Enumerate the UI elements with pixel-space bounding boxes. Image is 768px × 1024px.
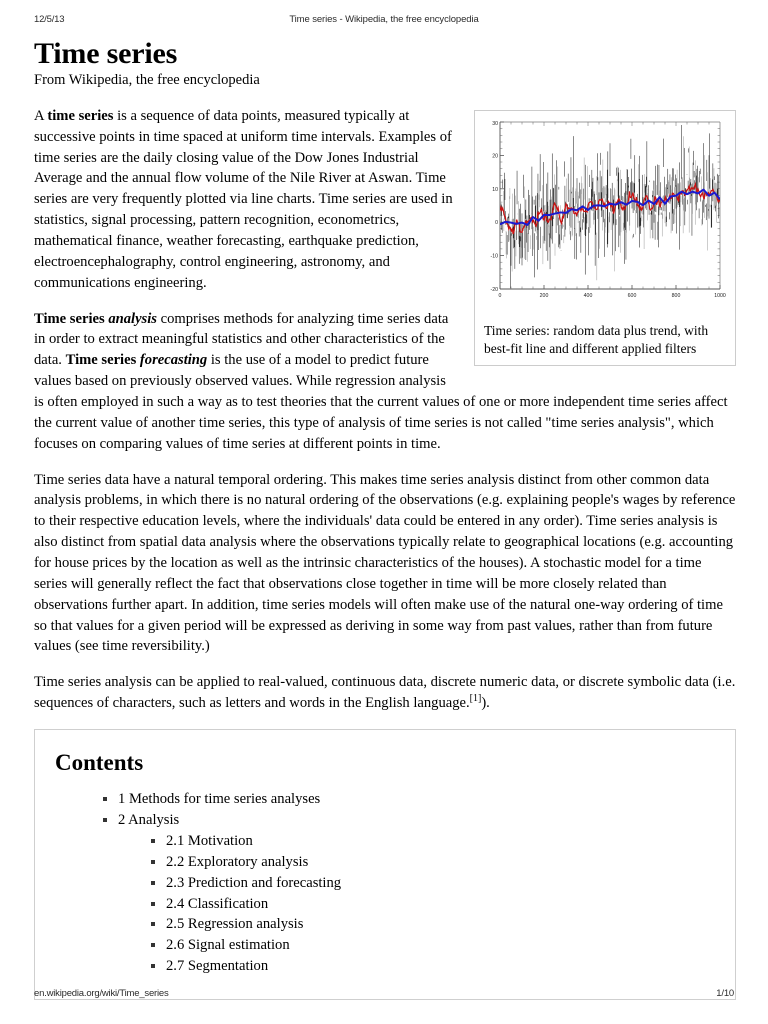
p1-bold-term: time series — [47, 107, 114, 124]
figure-thumbnail[interactable] — [474, 110, 736, 367]
toc-item-2-6[interactable] — [151, 935, 717, 956]
p2-bolditalic-analysis: analysis — [108, 310, 157, 327]
svg-text:20: 20 — [492, 153, 498, 160]
toc-item-2-7[interactable] — [151, 956, 717, 977]
p2-text-b: is the use of a model to predict future values based on previously observed values. While regression analysis is often employed in such a way as to test theories that the current values of one or more independent time series affect the current value of another time series, this type of analysis of time series is not called "time series analysis", which focuses on comparing values of time series at different points in time. — [34, 352, 728, 452]
p2-bold-2: Time series — [65, 352, 140, 369]
toc-link-analysis[interactable]: 2 Analysis — [118, 812, 180, 829]
svg-text:10: 10 — [492, 186, 498, 193]
toc-link-classification[interactable]: 2.4 Classification — [166, 895, 269, 912]
p2-text-a: comprises methods for analyzing time series data in order to extract meaningful statistics and other characteristics of the data. — [34, 310, 449, 369]
print-footer — [0, 988, 768, 1002]
page-title: Time series — [34, 37, 178, 70]
p1-text-b: is a sequence of data points, measured typically at successive points in time spaced at uniform time intervals. Examples of time series are the daily closing value of the Dow Jones Industrial Average and the annual flow volume of the Nile River at Aswan. Time series are very frequently plotted via line charts. Time series are used in statistics, signal processing, pattern recognition, econometrics, mathematical finance, weather forecasting, earthquake prediction, electroencephalography, control engineering, astronomy, and communications engineering. — [34, 107, 453, 291]
toc-link-exploratory-analysis[interactable]: 2.2 Exploratory analysis — [166, 853, 309, 870]
chart-svg — [478, 114, 732, 317]
svg-text:-20: -20 — [490, 286, 498, 293]
print-footer-url: en.wikipedia.org/wiki/Time_series — [34, 988, 169, 999]
paragraph-3: Time series data have a natural temporal ordering. This makes time series analysis distinct from other common data analysis problems, in which there is no natural ordering of the observations (e.g. explaining people's wages by reference to their respective education levels, where the individuals' data could be entered in any order). Time series analysis is also distinct from spatial data analysis where the observations typically relate to geographical locations (e.g. accounting for house prices by the location as well as the intrinsic characteristics of the houses). A stochastic model for a time series will generally reflect the fact that observations close together in time will be more closely related than observations further apart. In addition, time series models will often make use of the natural one-way ordering of time so that values for a given period will be expressed as deriving in some way from past values, rather than from future values (see time reversibility.) — [34, 471, 736, 655]
toc-item-1[interactable] — [103, 789, 717, 810]
svg-text:600: 600 — [627, 292, 637, 299]
print-header — [0, 14, 768, 28]
print-document-title: Time series - Wikipedia, the free encyclopedia — [289, 14, 479, 25]
svg-text:200: 200 — [539, 292, 549, 299]
citation-ref-1[interactable]: [1] — [469, 693, 482, 705]
time-series-chart — [478, 114, 732, 317]
paragraph-4 — [34, 672, 736, 714]
toc-item-2-5[interactable] — [151, 914, 717, 935]
toc-link-motivation[interactable]: 2.1 Motivation — [166, 833, 253, 849]
p2-bold-1: Time series — [34, 310, 109, 327]
toc-link-signal-estimation[interactable]: 2.6 Signal estimation — [166, 937, 290, 954]
toc-item-2-1[interactable] — [151, 831, 717, 852]
toc-link-methods[interactable]: 1 Methods for time series analyses — [118, 791, 321, 808]
toc-item-2-4[interactable] — [151, 894, 717, 915]
p4-text-a: Time series analysis can be applied to real-valued, continuous data, discrete numeric data, or discrete symbolic data (i.e. sequences of characters, such as letters and words in the English language. — [34, 674, 736, 712]
print-page-number: 1/10 — [716, 988, 734, 999]
print-date: 12/5/13 — [34, 14, 65, 25]
toc-item-2-3[interactable] — [151, 873, 717, 894]
toc-link-segmentation[interactable]: 2.7 Segmentation — [166, 958, 269, 975]
article-body — [34, 38, 736, 1000]
p2-bolditalic-forecasting: forecasting — [139, 352, 208, 369]
toc-item-2[interactable] — [103, 810, 717, 977]
toc-heading: Contents — [55, 749, 144, 775]
page-subtitle: From Wikipedia, the free encyclopedia — [34, 72, 260, 89]
toc-link-prediction-forecasting[interactable]: 2.3 Prediction and forecasting — [166, 874, 342, 891]
toc-item-2-2[interactable] — [151, 852, 717, 873]
p1-text-a: A — [34, 107, 48, 124]
p4-text-b: ). — [481, 695, 490, 712]
svg-text:1000: 1000 — [714, 292, 726, 299]
toc-level-2-list — [118, 831, 717, 977]
svg-text:0: 0 — [498, 292, 502, 299]
table-of-contents — [34, 729, 736, 1000]
figure-caption: Time series: random data plus trend, with best-fit line and different applied filters — [484, 322, 709, 356]
toc-link-regression-analysis[interactable]: 2.5 Regression analysis — [166, 916, 304, 933]
svg-text:400: 400 — [583, 292, 593, 299]
svg-text:0: 0 — [495, 219, 498, 226]
toc-level-1-list — [53, 789, 717, 977]
svg-text:30: 30 — [492, 120, 498, 127]
svg-text:800: 800 — [671, 292, 681, 299]
svg-text:-10: -10 — [490, 253, 498, 260]
